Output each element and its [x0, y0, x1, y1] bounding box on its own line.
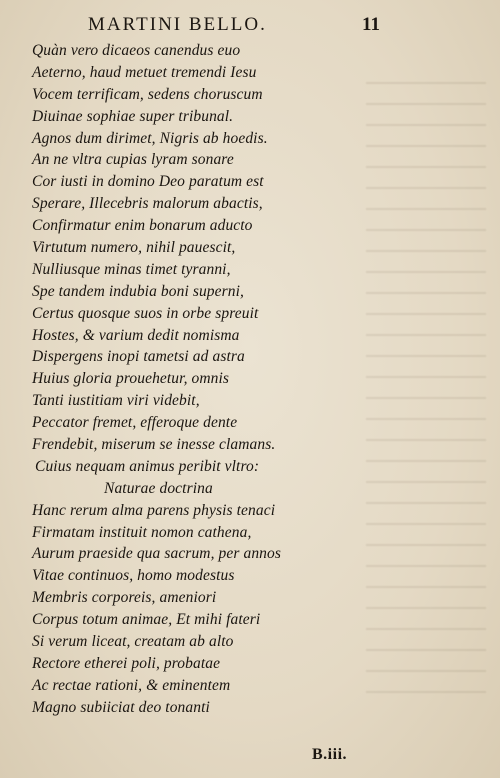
verse-line: Cuius nequam animus peribit vltro: [35, 457, 260, 475]
verse-line: Frendebit, miserum se inesse clamans. [32, 436, 276, 454]
verse-line: Diuinae sophiae super tribunal. [32, 107, 234, 125]
running-head: MARTINI BELLO. [88, 14, 267, 35]
verse-line: Corpus totum animae, Et mihi fateri [32, 611, 261, 629]
verse-line: Membris corporeis, ameniori [32, 589, 217, 607]
verse-line: Dispergens inopi tametsi ad astra [32, 348, 245, 366]
signature-mark: B.iii. [312, 746, 348, 763]
verse-line: Peccator fremet, efferoque dente [32, 414, 238, 432]
verse-line: Hostes, & varium dedit nomisma [32, 326, 240, 344]
verse-line: Huius gloria prouehetur, omnis [32, 370, 230, 388]
verse-line: Spe tandem indubia boni superni, [32, 282, 245, 300]
verse-line: Cor iusti in domino Deo paratum est [32, 173, 264, 191]
verse-line: Agnos dum dirimet, Nigris ab hoedis. [32, 129, 268, 147]
verse-block [32, 40, 281, 719]
verse-line: Si verum liceat, creatam ab alto [32, 633, 234, 651]
verse-line: Nulliusque minas timet tyranni, [32, 260, 231, 278]
verse-line: Aeterno, haud metuet tremendi Iesu [32, 63, 257, 81]
section-heading: Naturae doctrina [104, 479, 213, 497]
verse-line: Firmatam instituit nomon cathena, [32, 523, 252, 541]
verse-line: Magno subiiciat deo tonanti [32, 698, 210, 716]
verse-line: Vocem terrificam, sedens choruscum [32, 85, 263, 103]
verse-line: Tanti iustitiam viri videbit, [32, 392, 200, 410]
verse-line: Sperare, Illecebris malorum abactis, [32, 195, 263, 213]
verse-line: An ne vltra cupias lyram sonare [32, 151, 234, 169]
verse-line: Rectore etherei poli, probatae [32, 654, 221, 672]
verse-line: Certus quosque suos in orbe spreuit [32, 304, 259, 322]
verse-line: Hanc rerum alma parens physis tenaci [32, 501, 276, 519]
verse-line: Ac rectae rationi, & eminentem [32, 676, 231, 694]
verse-line: Virtutum numero, nihil pauescit, [32, 239, 236, 257]
verse-line: Quàn vero dicaeos canendus euo [32, 42, 241, 59]
show-through-text [366, 70, 486, 710]
verse-line: Vitae continuos, homo modestus [32, 567, 235, 585]
verse-line: Aurum praeside qua sacrum, per annos [32, 545, 282, 563]
verse-line: Confirmatur enim bonarum aducto [32, 217, 253, 235]
page-number: 11 [362, 14, 380, 35]
